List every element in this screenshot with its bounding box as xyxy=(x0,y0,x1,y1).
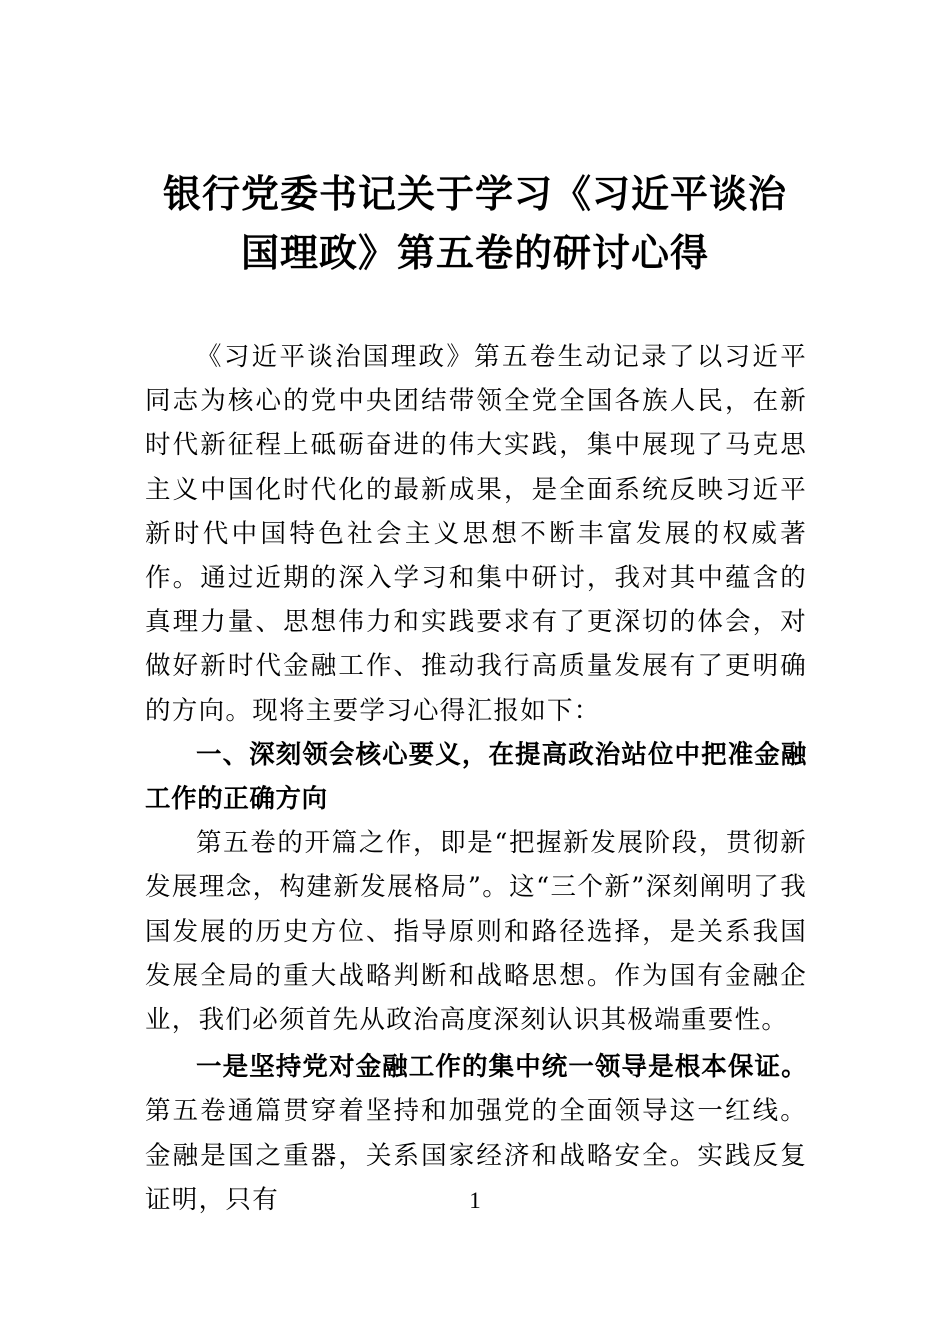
intro-paragraph: 《习近平谈治国理政》第五卷生动记录了以习近平同志为核心的党中央团结带领全党全国各族人民，在新时代新征程上砥砺奋进的伟大实践，集中展现了马克思主义中国化时代化的最新成果，是全面系统反映习近平新时代中国特色社会主义思想不断丰富发展的权威著作。通过近期的深入学习和集中研讨，我对其中蕴含的真理力量、思想伟力和实践要求有了更深切的体会，对做好新时代金融工作、推动我行高质量发展有了更明确的方向。现将主要学习心得汇报如下： xyxy=(145,342,807,726)
point-text: 第五卷通篇贯穿着坚持和加强党的全面领导这一红线。金融是国之重器，关系国家经济和战略安全。实践反复证明，只有 xyxy=(145,1096,807,1215)
document-title: 银行党委书记关于学习《习近平谈治国理政》第五卷的研讨心得 xyxy=(162,171,787,275)
section-paragraph: 第五卷的开篇之作，即是“把握新发展阶段，贯彻新发展理念，构建新发展格局”。这“三个新”深刻阐明了我国发展的历史方位、指导原则和路径选择，是关系我国发展全局的重大战略判断和战略思想。作为国有金融企业，我们必须首先从政治高度深刻认识其极端重要性。 xyxy=(145,828,807,1036)
page-number: 1 xyxy=(469,1188,481,1213)
point-lead: 一是坚持党对金融工作的集中统一领导是根本保证。 xyxy=(196,1052,807,1083)
section-heading: 一、深刻领会核心要义，在提高政治站位中把准金融工作的正确方向 xyxy=(145,739,807,815)
document-body xyxy=(145,335,807,1222)
